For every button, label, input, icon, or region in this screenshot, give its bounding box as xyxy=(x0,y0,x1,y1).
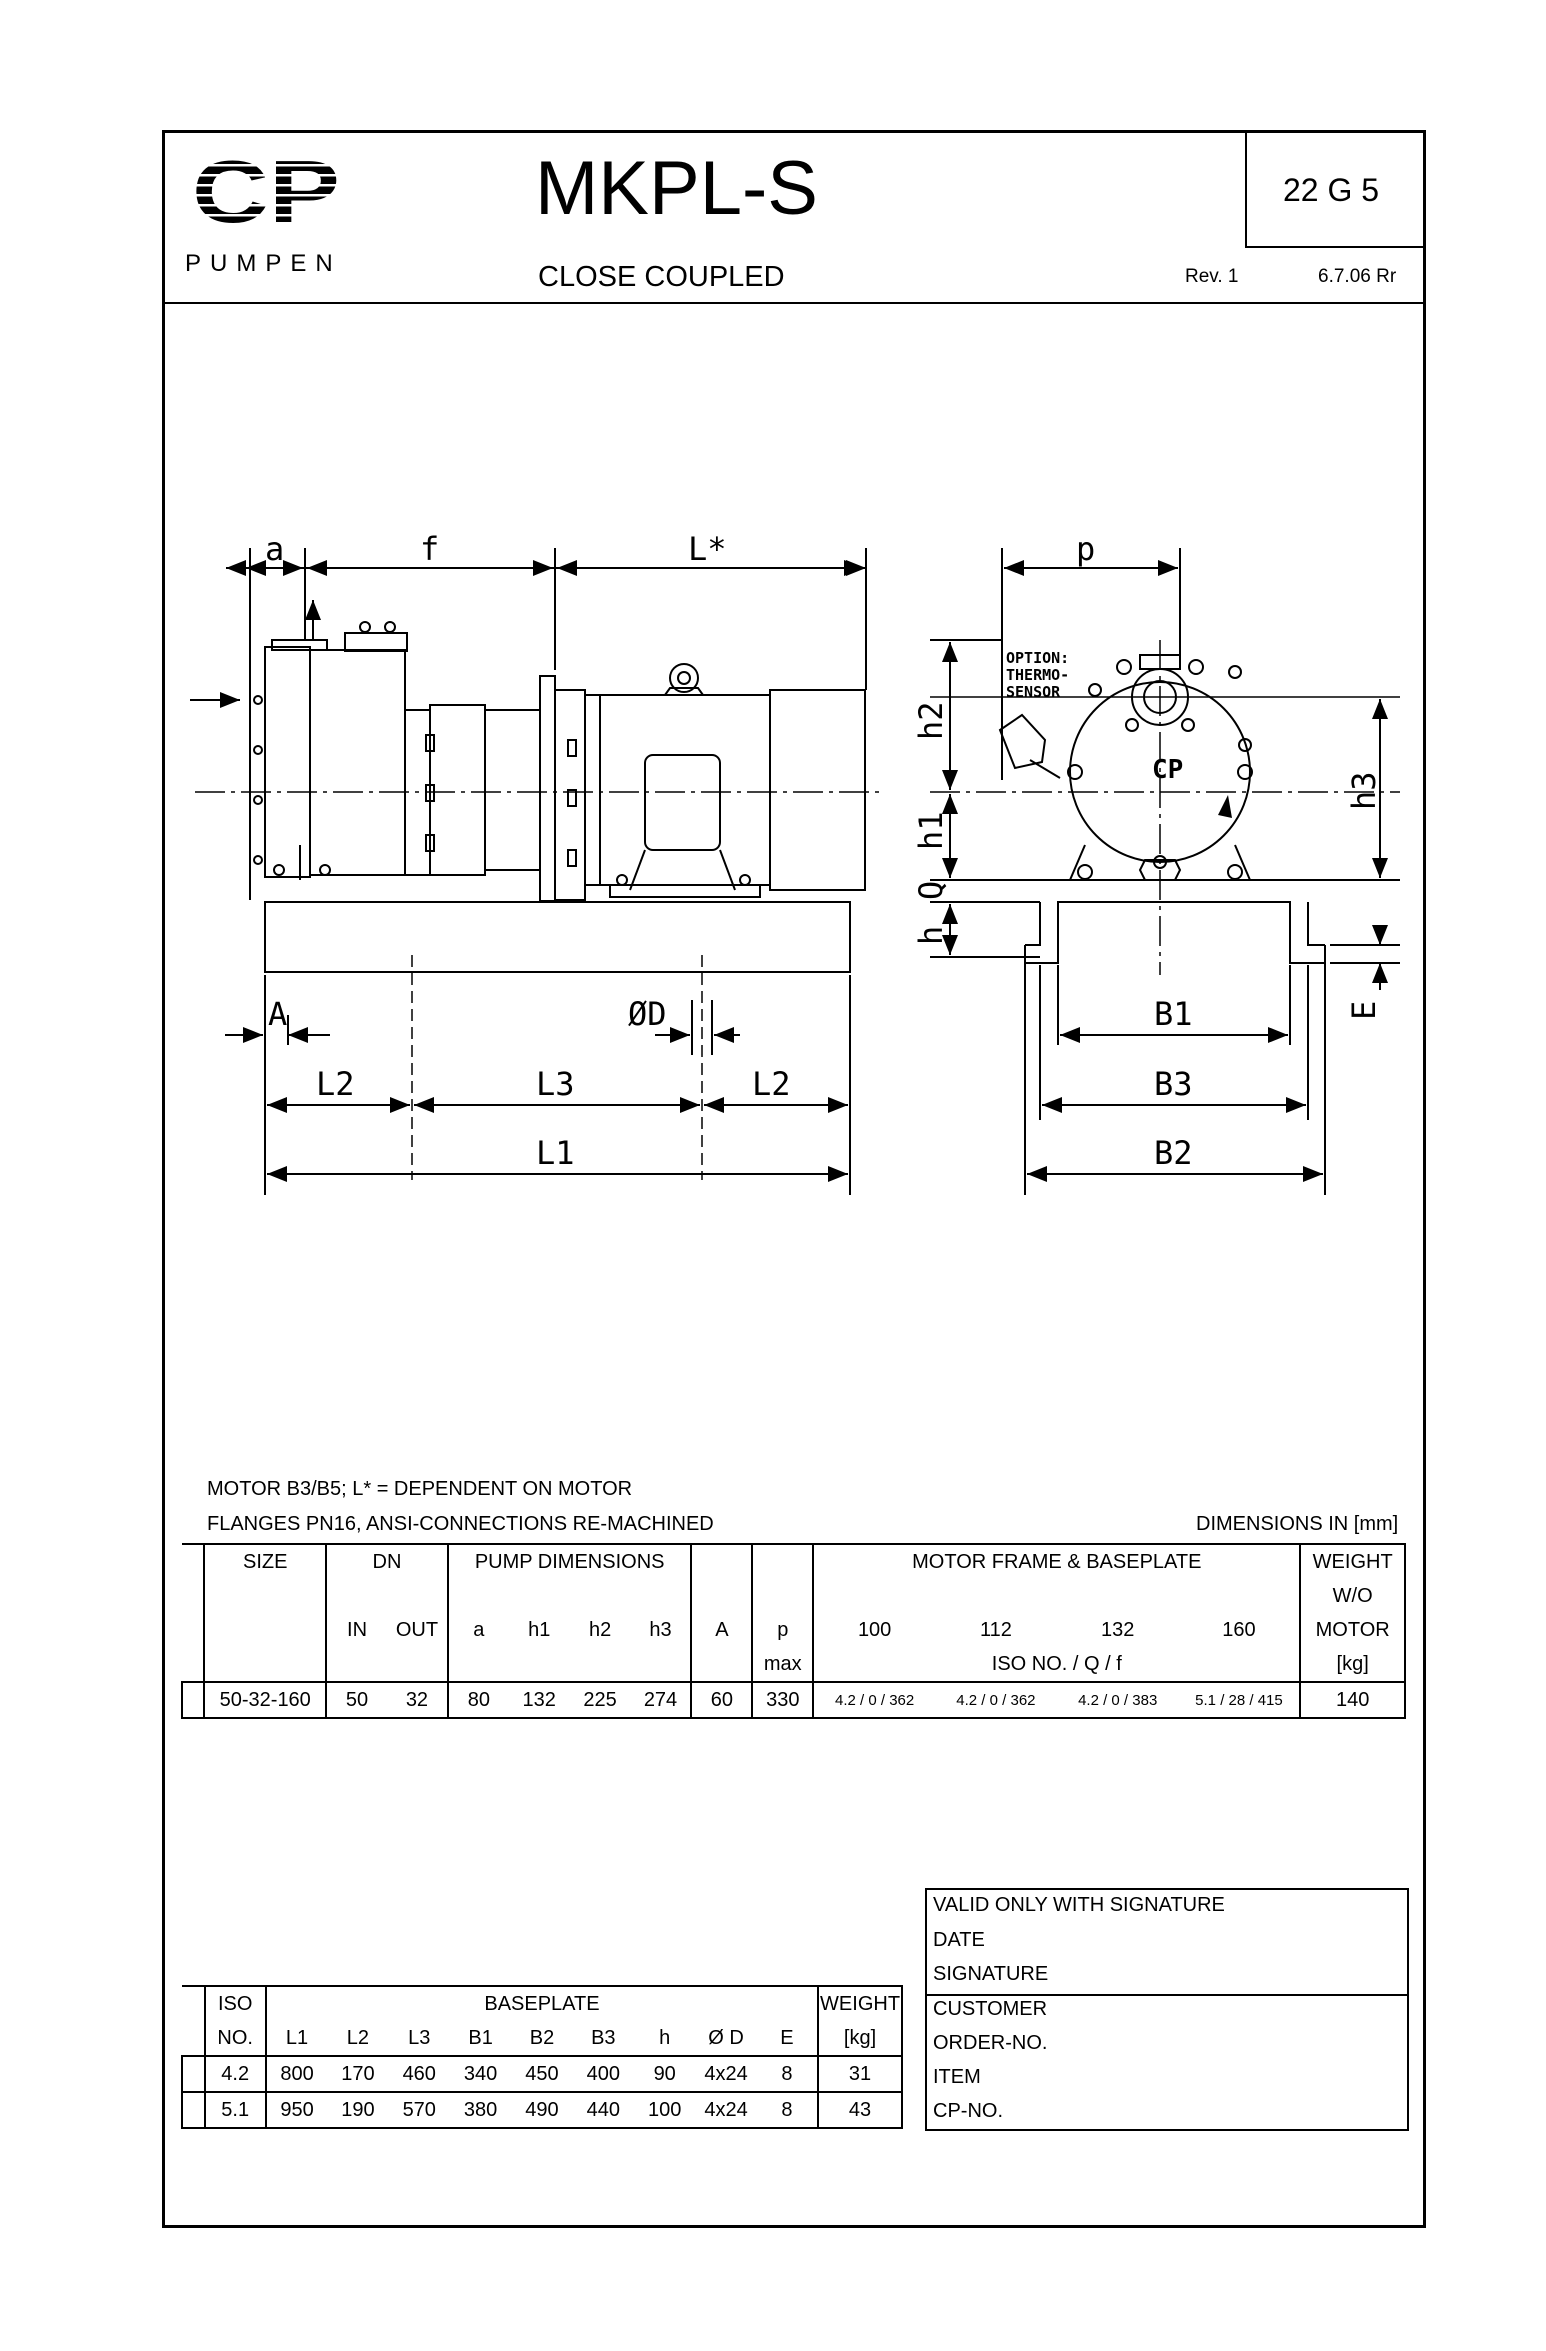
header-p: p xyxy=(752,1613,813,1647)
cell-l3: 460 xyxy=(389,2056,450,2092)
dim-label-f: f xyxy=(420,530,440,568)
dim-label-b1: B1 xyxy=(1154,995,1193,1033)
dim-label-od: ØD xyxy=(628,995,667,1033)
cell-size: 50-32-160 xyxy=(204,1682,326,1718)
signature-field: SIGNATURE xyxy=(933,1963,1049,1985)
header-b2: B2 xyxy=(529,2026,555,2049)
date-field: DATE xyxy=(933,1929,985,1951)
customer-field: CUSTOMER xyxy=(933,1998,1048,2020)
header-A: A xyxy=(691,1613,752,1647)
header-size: SIZE xyxy=(204,1544,326,1579)
cell-m160: 5.1 / 28 / 415 xyxy=(1179,1682,1301,1718)
header-in: IN xyxy=(326,1613,387,1647)
cell-e: 8 xyxy=(757,2056,818,2092)
casing-cp-mark: CP xyxy=(1152,755,1184,785)
header-motor-frame: MOTOR FRAME & BASEPLATE xyxy=(813,1544,1300,1579)
header-h1: h1 xyxy=(528,1618,551,1641)
header-base-kg: [kg] xyxy=(818,2021,902,2056)
header-l2: L2 xyxy=(346,2026,370,2049)
cell-h: 90 xyxy=(634,2056,695,2092)
header-160: 160 xyxy=(1179,1613,1301,1647)
header-od: Ø D xyxy=(708,2026,744,2049)
header-base-weight: WEIGHT xyxy=(818,1986,902,2021)
cell-in: 50 xyxy=(326,1682,387,1718)
revision: Rev. 1 xyxy=(1185,266,1239,287)
cell-od: 4x24 xyxy=(695,2056,756,2092)
header-iso: ISO xyxy=(205,1986,266,2021)
header-l3: L3 xyxy=(408,2026,431,2049)
cell-b3: 400 xyxy=(573,2056,634,2092)
cp-no-field: CP-NO. xyxy=(933,2100,1003,2122)
cell-l2: 170 xyxy=(327,2056,388,2092)
dim-label-l3: L3 xyxy=(536,1065,575,1103)
cell-h2: 225 xyxy=(570,1682,631,1718)
cell-weight: 140 xyxy=(1300,1682,1405,1718)
cell-weight: 31 xyxy=(818,2056,902,2092)
dim-label-q: Q xyxy=(912,880,950,900)
logo-wordmark: PUMPEN xyxy=(185,250,342,277)
header-dn: DN xyxy=(326,1544,448,1579)
cell-l2: 190 xyxy=(327,2092,388,2128)
header-out: OUT xyxy=(387,1613,448,1647)
dim-label-l1: L1 xyxy=(536,1134,575,1172)
cell-m100: 4.2 / 0 / 362 xyxy=(813,1682,935,1718)
cell-b2: 450 xyxy=(511,2056,572,2092)
cell-od: 4x24 xyxy=(695,2092,756,2128)
revision-date: 6.7.06 Rr xyxy=(1318,266,1397,287)
note-motor: MOTOR B3/B5; L* = DEPENDENT ON MOTOR xyxy=(207,1478,633,1500)
header-e: E xyxy=(757,2021,818,2056)
cell-b1: 380 xyxy=(450,2092,511,2128)
cell-b3: 440 xyxy=(573,2092,634,2128)
cell-h1: 132 xyxy=(509,1682,570,1718)
cell-iso: 5.1 xyxy=(205,2092,266,2128)
validation-block xyxy=(925,1888,1409,2131)
thermo-label: THERMO- xyxy=(1006,666,1070,684)
dim-label-h3: h3 xyxy=(1345,771,1383,810)
baseplate-table xyxy=(181,1985,903,2129)
table-row xyxy=(182,2092,902,2128)
cell-b1: 340 xyxy=(450,2056,511,2092)
dim-label-a: a xyxy=(265,530,285,568)
table-row xyxy=(182,1682,1405,1718)
header-weight-motor: MOTOR xyxy=(1300,1613,1405,1647)
note-flanges: FLANGES PN16, ANSI-CONNECTIONS RE-MACHINED xyxy=(207,1513,714,1535)
header-weight-kg: [kg] xyxy=(1300,1647,1405,1682)
header-b1: B1 xyxy=(468,2026,493,2049)
cell-l3: 570 xyxy=(389,2092,450,2128)
page-title: MKPL-S xyxy=(535,146,818,231)
cell-out: 32 xyxy=(387,1682,448,1718)
sheet-number: 22 G 5 xyxy=(1283,172,1380,208)
option-label: OPTION: xyxy=(1006,649,1070,667)
table-row xyxy=(182,2056,902,2092)
header-iso-q-f: ISO NO. / Q / f xyxy=(813,1647,1300,1682)
cell-A: 60 xyxy=(691,1682,752,1718)
dim-label-e: E xyxy=(1345,1000,1383,1020)
valid-note: VALID ONLY WITH SIGNATURE xyxy=(933,1894,1225,1916)
header-weight: WEIGHT xyxy=(1300,1544,1405,1579)
note-units: DIMENSIONS IN [mm] xyxy=(1196,1513,1399,1535)
header-b3: B3 xyxy=(591,2026,616,2049)
header-baseplate: BASEPLATE xyxy=(266,1986,818,2021)
cell-m112: 4.2 / 0 / 362 xyxy=(935,1682,1057,1718)
header-112: 112 xyxy=(979,1618,1012,1641)
dim-label-h: h xyxy=(912,925,950,945)
cell-h3: 274 xyxy=(631,1682,692,1718)
cell-weight: 43 xyxy=(818,2092,902,2128)
item-field: ITEM xyxy=(933,2066,981,2088)
cell-a: 80 xyxy=(448,1682,509,1718)
dim-label-l2-left: L2 xyxy=(316,1065,355,1103)
cell-h: 100 xyxy=(634,2092,695,2128)
dim-label-l2-right: L2 xyxy=(752,1065,791,1103)
dim-label-lstar: L* xyxy=(688,530,727,568)
header-100: 100 xyxy=(813,1613,935,1647)
header-no: NO. xyxy=(205,2021,266,2056)
sensor-label: SENSOR xyxy=(1006,683,1061,701)
header-pump-dimensions: PUMP DIMENSIONS xyxy=(448,1544,692,1579)
dim-label-h2: h2 xyxy=(912,701,950,740)
page-subtitle: CLOSE COUPLED xyxy=(538,261,785,293)
dim-label-b2: B2 xyxy=(1154,1134,1193,1172)
cell-e: 8 xyxy=(757,2092,818,2128)
header-l1: L1 xyxy=(266,2021,327,2056)
header-h: h xyxy=(659,2026,671,2049)
dim-label-p: p xyxy=(1076,530,1096,568)
cell-b2: 490 xyxy=(511,2092,572,2128)
order-no-field: ORDER-NO. xyxy=(933,2032,1048,2054)
cell-m132: 4.2 / 0 / 383 xyxy=(1057,1682,1179,1718)
cell-iso: 4.2 xyxy=(205,2056,266,2092)
header-weight-wo: W/O xyxy=(1300,1579,1405,1613)
header-a: a xyxy=(448,1613,509,1647)
header-132: 132 xyxy=(1101,1618,1135,1641)
dim-label-A: A xyxy=(268,995,288,1033)
cell-l1: 800 xyxy=(266,2056,327,2092)
header-h2: h2 xyxy=(588,1618,612,1641)
header-h3: h3 xyxy=(631,1613,692,1647)
header-max: max xyxy=(752,1647,813,1682)
pump-dimensions-table xyxy=(181,1543,1406,1719)
dim-label-h1: h1 xyxy=(912,811,950,850)
cell-l1: 950 xyxy=(266,2092,327,2128)
dim-label-b3: B3 xyxy=(1154,1065,1193,1103)
cell-p: 330 xyxy=(752,1682,813,1718)
